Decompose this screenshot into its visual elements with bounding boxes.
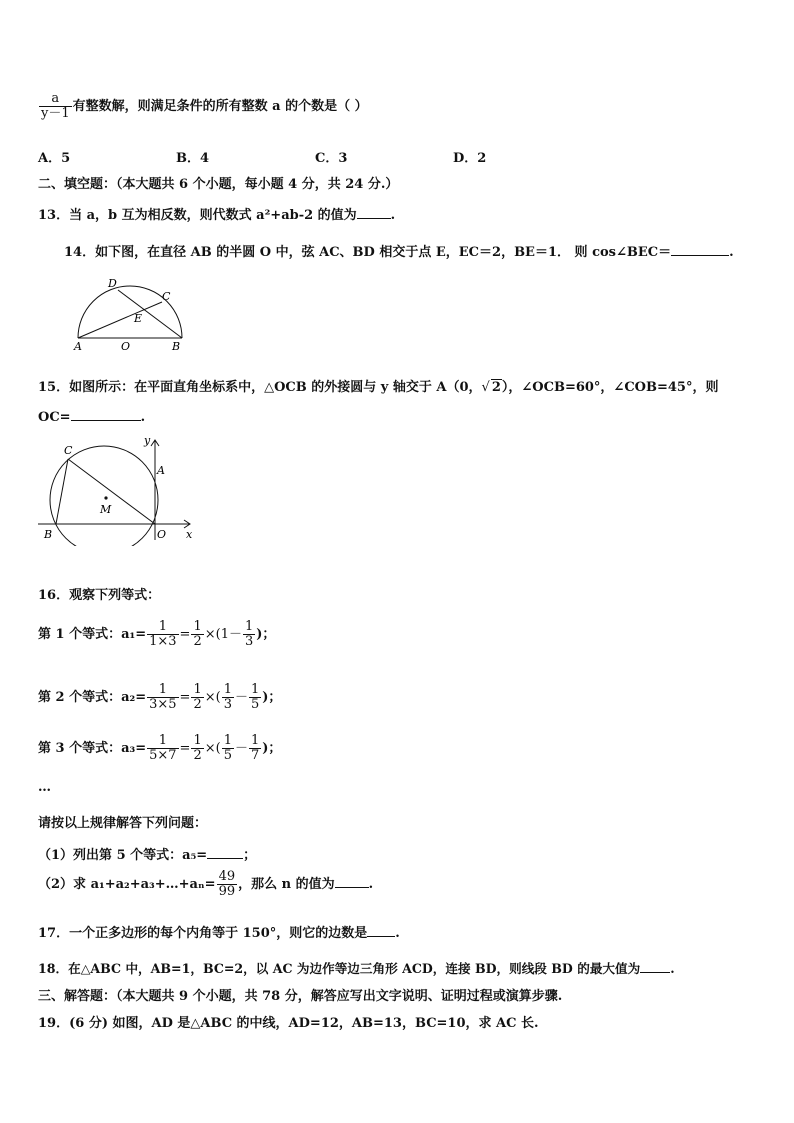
q16-part1-blank[interactable]	[207, 846, 243, 859]
q16-eq2-equals: =	[179, 690, 191, 705]
q15-circle-figure	[36, 432, 206, 546]
q16-eq3-frac2	[191, 734, 203, 763]
q15-label-y: y	[144, 434, 151, 447]
q16-eq1-frac3	[243, 620, 255, 649]
q14-end: .	[729, 245, 734, 260]
q19-line: 19．(6 分) 如图，AD 是△ABC 的中线，AD=12，AB=13，BC=10，求 AC 长.	[38, 1016, 539, 1031]
q14-label-e: E	[134, 312, 143, 325]
q16-eq2-f1-den: 3×5	[149, 697, 177, 712]
q15-center-point	[104, 496, 107, 499]
q16-eq3-end: )；	[262, 741, 282, 756]
q12-option-a: A．5	[38, 151, 71, 166]
q16-eq1-mid: ×(1－	[204, 627, 242, 642]
q15-text-a: 15．如图所示：在平面直角坐标系中，△OCB 的外接圆与 y 轴交于 A（0，	[38, 380, 482, 395]
q15-circumcircle	[50, 446, 158, 546]
q14-label-o: O	[121, 340, 131, 353]
q16-eq1-f1-num: 1	[158, 619, 167, 634]
q16-eq2-f3-den: 3	[223, 697, 232, 712]
q16-eq2-f1-num: 1	[158, 682, 167, 697]
q13-end: .	[390, 208, 396, 223]
q12-option-d: D．2	[453, 151, 487, 166]
q14-label-b: B	[172, 340, 181, 353]
q14-chord-bd	[118, 290, 182, 338]
q12-option-c: C．3	[315, 151, 348, 166]
q17-text: 17．一个正多边形的每个内角等于 150°，则它的边数是	[38, 926, 368, 941]
q16-eq1-f2-num: 1	[193, 619, 202, 634]
q15-end: .	[140, 410, 146, 425]
q12-frac-num: a	[51, 91, 60, 106]
q16-eq1-frac1	[147, 620, 178, 649]
q16-part1-text: （1）列出第 5 个等式：a₅=	[38, 848, 208, 863]
q16-eq2-frac1	[147, 683, 178, 712]
q15-answer-blank[interactable]	[71, 408, 141, 421]
q16-part1-end: ；	[243, 848, 257, 863]
q16-eq3-frac3	[222, 734, 234, 763]
q16-eq3-frac4	[249, 734, 261, 763]
q16-eq1-label: 第 1 个等式：a₁=	[38, 627, 147, 642]
section3-header: 三、解答题：（本大题共 9 个小题，共 78 分，解答应写出文字说明、证明过程或演算步骤.	[38, 989, 563, 1004]
q16-eq2	[38, 683, 281, 712]
q16-eq3-frac1	[147, 734, 178, 763]
q16-eq2-f3-num: 1	[223, 682, 232, 697]
q15-label-x: x	[186, 528, 193, 541]
q16-eq3-f3-den: 5	[223, 748, 232, 763]
q17-answer-blank[interactable]	[367, 924, 395, 937]
q16-eq2-f4-num: 1	[251, 682, 260, 697]
q16-eq2-label: 第 2 个等式：a₂=	[38, 690, 147, 705]
q16-ellipsis: …	[38, 780, 51, 795]
q16-eq2-f2-den: 2	[193, 697, 202, 712]
q16-eq1-frac2	[191, 620, 203, 649]
q15-label-c: C	[64, 444, 73, 457]
q16-eq3-equals: =	[179, 741, 191, 756]
q16-eq3-label: 第 3 个等式：a₃=	[38, 741, 147, 756]
q15-label-o: O	[157, 528, 167, 541]
q16-part2-end: .	[368, 877, 374, 892]
q16-eq1-f2-den: 2	[193, 634, 202, 649]
q12-line	[38, 92, 368, 121]
q14-line	[64, 241, 734, 260]
q16-eq2-frac3	[222, 683, 234, 712]
q16-part2-fraction	[217, 870, 238, 899]
q18-end: .	[670, 961, 675, 976]
q16-eq1-end: )；	[256, 627, 276, 642]
q16-eq1-equals: =	[179, 627, 191, 642]
q16-eq2-frac4	[249, 683, 261, 712]
q18-text: 18．在△ABC 中，AB=1，BC=2，以 AC 为边作等边三角形 ACD，连接 BD，则线段 BD 的最大值为	[38, 961, 641, 976]
q15-sqrt-value: 2	[491, 380, 501, 395]
q16-eq2-minus: －	[234, 690, 248, 705]
q14-label-d: D	[108, 277, 117, 290]
q16-eq1-f3-num: 1	[244, 619, 254, 634]
q15-segment-co	[68, 459, 155, 524]
q16-part2-text-b: ，那么 n 的值为	[238, 877, 335, 892]
q16-part2	[38, 870, 373, 899]
q16-eq1-f1-den: 1×3	[149, 634, 177, 649]
q16-eq3-minus: －	[234, 741, 248, 756]
q16-eq3-f2-den: 2	[193, 748, 202, 763]
q13-text: 13．当 a，b 互为相反数，则代数式 a²+ab-2 的值为	[38, 208, 357, 223]
q14-answer-blank[interactable]	[671, 243, 729, 256]
q16-instruction: 请按以上规律解答下列问题：	[38, 816, 208, 831]
q16-eq3-f3-num: 1	[223, 733, 232, 748]
q18-line	[38, 958, 675, 977]
q15-line-1: 15．如图所示：在平面直角坐标系中，△OCB 的外接圆与 y 轴交于 A（0，√ 2），∠OCB=60°，∠COB=45°，则	[38, 380, 719, 395]
q12-fraction	[39, 92, 72, 121]
q14-label-c: C	[162, 290, 171, 303]
section2-header: 二、填空题：（本大题共 6 个小题，每小题 4 分，共 24 分.）	[38, 177, 399, 192]
q16-eq3-f2-num: 1	[193, 733, 202, 748]
q13-answer-blank[interactable]	[357, 206, 391, 219]
q15-line-2	[38, 408, 145, 425]
q15-label-b: B	[44, 528, 53, 541]
q14-chord-ac	[78, 302, 162, 338]
q16-eq2-f2-num: 1	[193, 682, 202, 697]
q16-eq3	[38, 734, 281, 763]
q16-part2-frac-den: 99	[218, 884, 236, 899]
q16-eq1	[38, 620, 275, 649]
q12-option-b: B．4	[176, 151, 210, 166]
q12-text: 有整数解，则满足条件的所有整数 a 的个数是（ ）	[72, 99, 368, 114]
q16-eq3-mid: ×(	[204, 741, 221, 756]
q15-text-b: ），∠OCB=60°，∠COB=45°，则	[501, 380, 719, 395]
q16-eq3-f1-den: 5×7	[149, 748, 177, 763]
q14-text: 14．如下图，在直径 AB 的半圆 O 中，弦 AC、BD 相交于点 E，EC＝2，BE＝1． 则 cos∠BEC＝	[64, 245, 672, 260]
q15-text-c: OC=	[38, 410, 71, 425]
q16-part2-blank[interactable]	[335, 875, 369, 888]
q17-end: .	[395, 926, 400, 941]
q14-label-a: A	[74, 340, 82, 353]
q15-segment-cb	[56, 459, 68, 524]
q16-eq2-f4-den: 5	[251, 697, 260, 712]
q16-eq1-f3-den: 3	[244, 634, 254, 649]
q16-eq2-mid: ×(	[204, 690, 221, 705]
q13-line	[38, 204, 395, 223]
q16-eq2-end: )；	[262, 690, 282, 705]
q16-eq3-f4-den: 7	[251, 748, 260, 763]
q12-frac-den: y－1	[41, 106, 70, 121]
q14-semicircle-figure	[70, 274, 190, 354]
q16-part2-frac-num: 49	[218, 869, 236, 884]
q16-eq3-f4-num: 1	[251, 733, 260, 748]
q16-eq2-frac2	[191, 683, 203, 712]
q15-label-a: A	[157, 464, 165, 477]
q16-title: 16．观察下列等式：	[38, 588, 161, 603]
q18-answer-blank[interactable]	[640, 960, 670, 973]
q15-label-m: M	[100, 503, 112, 516]
q16-part1	[38, 844, 256, 863]
q16-eq3-f1-num: 1	[158, 733, 167, 748]
q17-line	[38, 922, 400, 941]
q16-part2-text-a: （2）求 a₁+a₂+a₃+…+aₙ=	[38, 877, 216, 892]
